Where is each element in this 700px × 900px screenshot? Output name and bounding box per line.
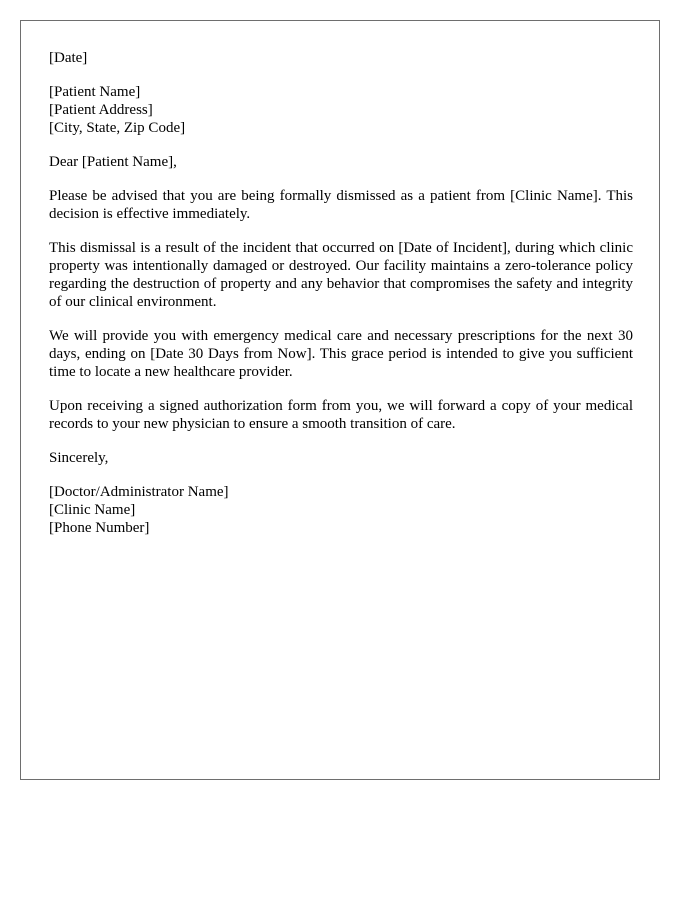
- salutation-block: [49, 153, 633, 171]
- letter-body: [49, 49, 633, 553]
- letter-page: [20, 20, 660, 780]
- signatory-phone: [Phone Number]: [49, 520, 150, 536]
- signatory-name: [Doctor/Administrator Name]: [49, 484, 229, 500]
- recipient-address-block: [49, 83, 633, 137]
- closing-block: [49, 449, 633, 467]
- closing: Sincerely,: [49, 450, 109, 466]
- salutation: Dear [Patient Name],: [49, 154, 177, 170]
- signature-block: [49, 483, 633, 537]
- signatory-clinic: [Clinic Name]: [49, 502, 136, 518]
- recipient-name: [Patient Name]: [49, 84, 141, 100]
- paragraph-grace-period: We will provide you with emergency medical care and necessary prescriptions for the next 30 days, ending on [Date 30 Days from Now]. This grace period is intended to give you sufficient time to locate a new healthcare provider.: [49, 328, 633, 380]
- recipient-address: [Patient Address]: [49, 102, 153, 118]
- recipient-city-state-zip: [City, State, Zip Code]: [49, 120, 186, 136]
- letter-date: [Date]: [49, 50, 88, 66]
- date-block: [49, 49, 633, 67]
- paragraph-medical-records: Upon receiving a signed authorization form from you, we will forward a copy of your medical records to your new physician to ensure a smooth transition of care.: [49, 398, 633, 432]
- paragraph-incident-reason: This dismissal is a result of the incident that occurred on [Date of Incident], during which clinic property was intentionally damaged or destroyed. Our facility maintains a zero-tolerance policy regarding the destruction of property and any behavior that compromises the safety and integrity of our clinical environment.: [49, 240, 633, 310]
- paragraph-dismissal-notice: Please be advised that you are being formally dismissed as a patient from [Clinic Name]. This decision is effective immediately.: [49, 188, 633, 222]
